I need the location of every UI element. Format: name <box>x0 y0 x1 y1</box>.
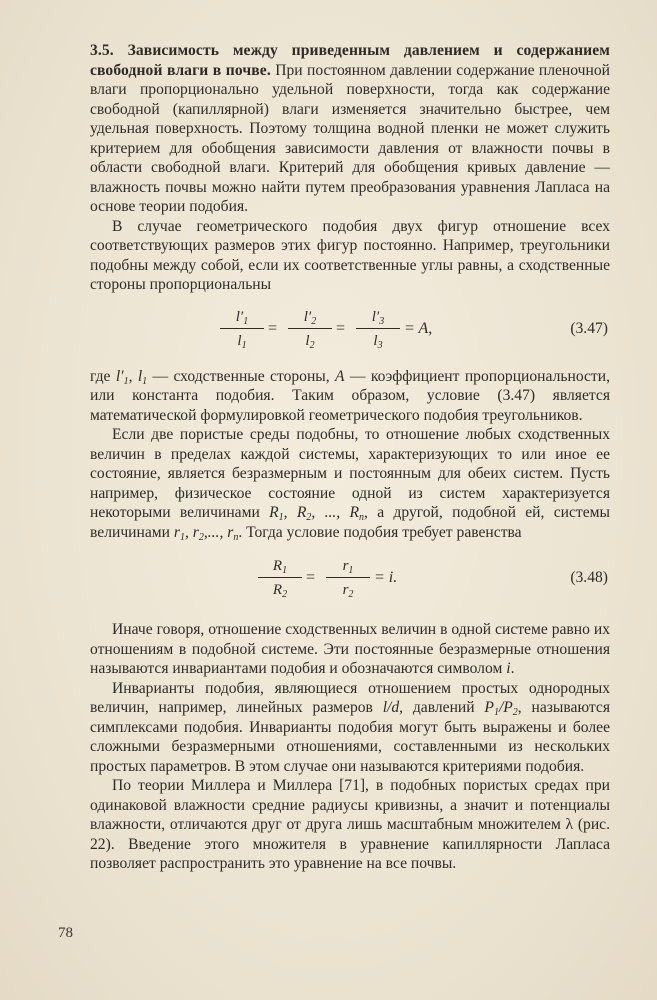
paragraph-3: где $l'_1$, $l_1$ — сходственные стороны, A — коэффициент пропорциональности, или константа подобия. Таким образом, условие (3.47) является математической формулировкой геометрического подобия треугольников. <box>90 367 610 424</box>
fraction-r: $r_1$ $r_2$ <box>326 556 370 600</box>
equation-3-48: $R_1$ $R_2$ = $r_1$ $r_2$ = i. (3.48) <box>90 550 610 610</box>
paragraph-6: Инварианты подобия, являющиеся отношением простых однородных величин, например, линейных размеров l/d, давлений $P_1/P_2$, называются симплексами подобия. Инварианты подобия могут быть выражены и более сложными безразмерными отношениями, составленными из нескольких простых параметров. В этом случае они называются критериями подобия. <box>90 679 611 775</box>
paragraph-1-body: При постоянном давлении содержание пленочной влаги пропорционально удельной поверхности, тогда как содержание свободной (капиллярной) влаги изменяется значительно быстрее, чем удельная поверхность. Поэтому толщина водной пленки не может служить критерием для обобщения зависимости давления от влажности почвы в области свободной влаги. Критерий для обобщения кривых давление — влажность почвы можно найти путем преобразования уравнения Лапласа на основе теории подобия. <box>90 61 611 215</box>
body-text <box>90 41 610 874</box>
paragraph-4: Если две пористые среды подобны, то отношение любых сходственных величин в пределах каждой системы, характеризующих то или иное ее состояние, является безразмерным и постоянным для обеих систем. Пусть например, физическое состояние одной из систем характеризуется некоторыми величинами $R_1$, $R_2$, ..., $R_n$, а другой, подобной ей, системы величинами $r_1$, $r_2$,..., $r_n$. Тогда условие подобия требует равенства <box>90 426 610 543</box>
paragraph-5: Иначе говоря, отношение сходственных величин в одной системе равно их отношениям в подобной системе. Эти постоянные безразмерные отношения называются инвариантами подобия и обозначаются символом i. <box>90 621 610 677</box>
paragraph-1 <box>90 41 610 217</box>
paragraph-2: В случае геометрического подобия двух фигур отношение всех соответствующих размеров этих фигур постоянно. Например, треугольники подобны между собой, если их соответственные углы равны, а сходственные стороны пропорциональны <box>90 217 610 293</box>
section-heading: 3.5. Зависимость между приведенным давлением и содержанием свободной влаги в почве. <box>90 42 610 79</box>
fraction-l1: $l'_1$ $l_1$ <box>220 307 264 351</box>
equation-number: (3.47) <box>570 319 608 337</box>
equation-number: (3.48) <box>570 569 608 586</box>
paragraph-7: По теории Миллера и Миллера [71], в подобных пористых средах при одинаковой влажности средние радиусы кривизны, а значит и потенциалы влажности, отличаются друг от друга лишь масштабным множителем λ (рис. 22). Введение этого множителя в уравнение капиллярности Лапласа позволяет распространить это уравнение на все почвы. <box>90 777 610 872</box>
fraction-l2: $l'_2$ $l_2$ <box>288 307 332 351</box>
equation-result: = A, <box>404 319 433 337</box>
fraction-l3: $l'_3$ $l_3$ <box>356 307 400 351</box>
equation-result: = i. <box>374 569 398 586</box>
page-number: 78 <box>58 925 73 941</box>
equation-3-47: $l'_1$ $l_1$ = $l'_2$ $l_2$ = $l'_3$ $l_3$ = A, (3.47) <box>90 301 610 361</box>
fraction-R: $R_1$ $R_2$ <box>258 556 302 600</box>
